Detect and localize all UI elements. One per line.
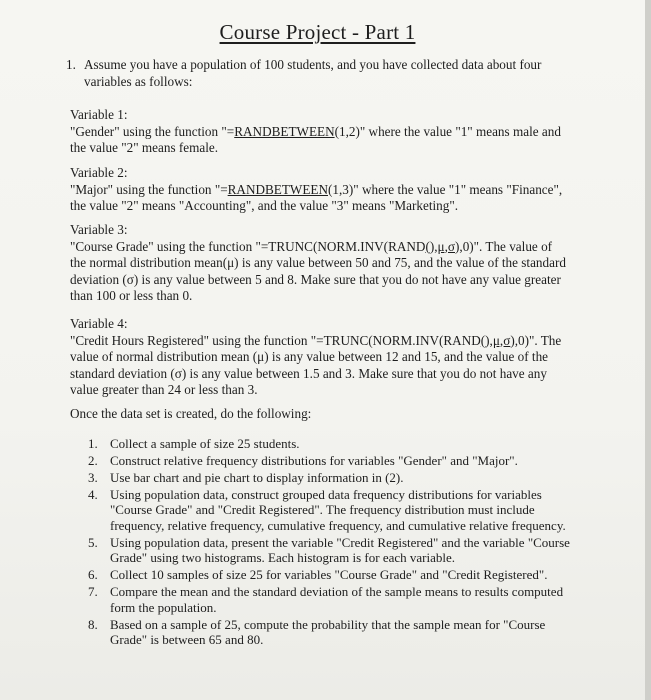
task-item (88, 535, 578, 566)
task-text: Based on a sample of 25, compute the probability that the sample mean for "Course Grade" is between 65 and 80. (110, 616, 546, 648)
variable-3-heading: Variable 3: (70, 222, 128, 237)
question-intro (66, 57, 566, 90)
instructions-lead: Once the data set is created, do the following: (70, 406, 312, 421)
task-text: Using population data, present the variable "Credit Registered" and the variable "Course Grade" using two histograms. Each histogram is for each variable. (110, 534, 570, 566)
function-name: RANDBETWEEN (234, 123, 335, 139)
task-text: Use bar chart and pie chart to display information in (2). (110, 470, 404, 485)
task-item (88, 453, 578, 468)
task-number: 1. (88, 436, 98, 451)
task-item (88, 617, 578, 648)
task-number: 8. (88, 616, 98, 632)
function-args: (),μ,σ (425, 238, 455, 254)
variable-3-block (70, 222, 570, 305)
variable-3-description: "Course Grade" using the function "=TRUNC(NORM.INV(RAND(),μ,σ),0)". The value of the normal distribution mean(μ) is any value between 50 and 75, and the value of the standard deviation (σ) is any value between 5 and 8. Make sure that you do not have any value greater than 100 or less than 0. (70, 238, 566, 303)
task-text: Collect a sample of size 25 students. (110, 436, 300, 451)
variable-2-description: "Major" using the function "=RANDBETWEEN(1,3)" where the value "1" means "Finance", the value "2" means "Accounting", and the value "3" means "Marketing". (70, 181, 563, 213)
task-text: Collect 10 samples of size 25 for variables "Course Grade" and "Credit Registered". (110, 567, 548, 583)
question-number: 1. (66, 57, 76, 72)
task-item (88, 567, 578, 582)
task-item (88, 436, 578, 451)
variable-4-block (70, 316, 570, 399)
function-name: RANDBETWEEN (227, 181, 328, 197)
variable-1-description: "Gender" using the function "=RANDBETWEEN(1,2)" where the value "1" means male and the value "2" means female. (70, 123, 561, 155)
task-number: 4. (88, 487, 98, 502)
task-list (88, 436, 578, 649)
variable-2-heading: Variable 2: (70, 165, 128, 180)
task-number: 7. (88, 584, 98, 600)
task-text: Construct relative frequency distributions for variables "Gender" and "Major". (110, 453, 518, 468)
variable-4-heading: Variable 4: (70, 316, 128, 331)
task-item (88, 584, 578, 615)
function-args: (),μ,σ (480, 332, 511, 348)
task-text: Using population data, construct grouped data frequency distributions for variables "Course Grade" and "Credit Registered". The frequency distribution must include frequency, relative frequency, cumulative frequency, and cumulative relative frequency. (110, 487, 566, 533)
variable-2-block (70, 165, 570, 215)
question-text: Assume you have a population of 100 students, and you have collected data about four variables as follows: (84, 57, 542, 89)
variable-1-heading: Variable 1: (70, 107, 128, 122)
task-item (88, 487, 578, 533)
variable-4-description: "Credit Hours Registered" using the function "=TRUNC(NORM.INV(RAND(),μ,σ),0)". The value of normal distribution mean (μ) is any value between 12 and 15, and the value of the standard deviation (σ) is any value between 1.5 and 3. Make sure that you do not have any value greater than 24 or less than 3. (70, 332, 562, 397)
task-number: 5. (88, 534, 98, 550)
task-item (88, 470, 578, 485)
task-number: 3. (88, 470, 98, 485)
variable-1-block (70, 107, 570, 157)
task-number: 2. (88, 453, 98, 468)
task-text: Compare the mean and the standard deviation of the sample means to results computed form the population. (110, 584, 564, 615)
task-number: 6. (88, 567, 98, 583)
page-title: Course Project - Part 1 (219, 20, 416, 44)
